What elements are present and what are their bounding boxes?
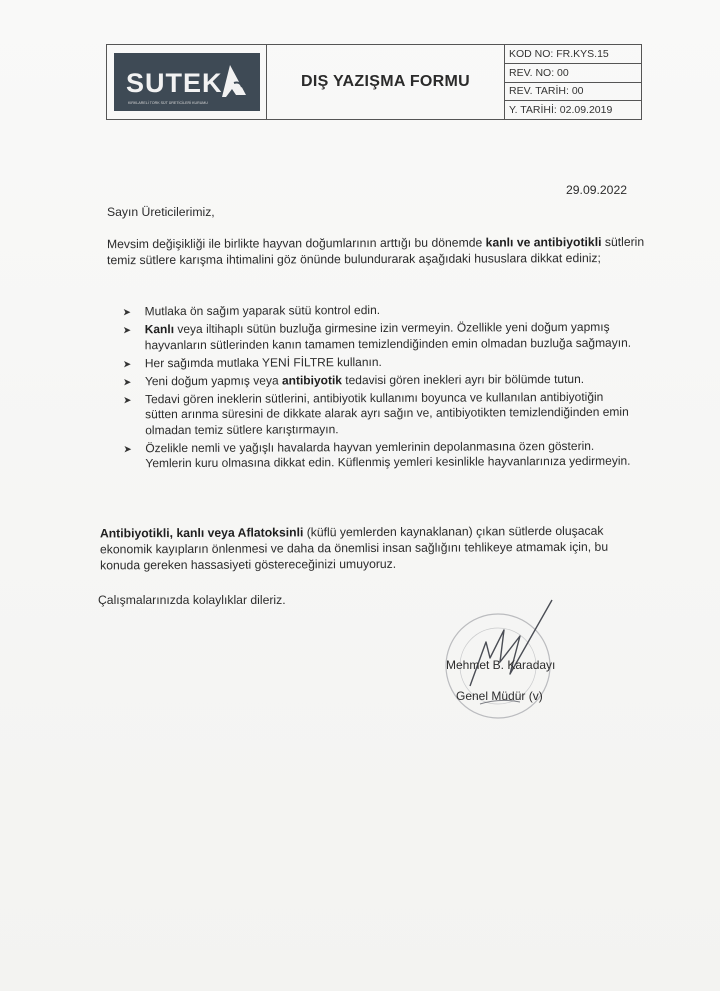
arrow-bullet-icon: ➤	[123, 443, 132, 455]
logo-cell	[107, 45, 267, 119]
meta-code: KOD NO: FR.KYS.15	[505, 45, 641, 64]
arrow-bullet-icon: ➤	[122, 376, 132, 388]
signatory-name: Mehmet B. Karadayı	[446, 658, 556, 672]
sutek-logo-graphic	[114, 53, 260, 111]
closing-text: (küflü yemlerden kaynaklanan) çıkan sütlerde oluşacak ekonomik kayıpların önlenmesi ve daha da önemlisi insan sağlığını tehlikeye atmamak için, bu konuda gereken hassasiyeti göstereceğinizi umuyoruz.	[99, 523, 609, 573]
list-item: ➤ Kanlı veya iltihaplı sütün buzluğa girmesine izin vermeyin. Özellikle yeni doğum yapmış hayvanların sütlerinden kanın tamamen temizlendiğinden emin olmadan buzluğa sağmayın.	[122, 319, 632, 352]
list-item: ➤ Her sağımda mutlaka YENİ FİLTRE kullanın.	[123, 353, 633, 371]
list-item: ➤ Tedavi gören ineklerin sütlerini, antibiyotik kullanımı boyunca ve kullanılan antibiyotiğin sütten arınma süresini de dikkate alarak ayrı sağın ve, antibiyotikten temizlendiğinden emin olmadan temiz sütlere karıştırmayın.	[123, 389, 629, 437]
handwritten-signature	[470, 600, 552, 686]
instruction-list	[123, 302, 634, 475]
form-header-table	[106, 44, 642, 120]
thanks-line: Çalışmalarınızda kolaylıklar dileriz.	[98, 593, 286, 607]
intro-text: Mevsim değişikliği ile birlikte hayvan doğumlarının arttığı bu dönemde	[106, 235, 486, 252]
arrow-bullet-icon: ➤	[122, 358, 132, 370]
list-item: ➤ Özelikle nemli ve yağışlı havalarda hayvan yemlerinin depolanmasına özen gösterin. Yemlerin kuru olmasına dikkat edin. Küflenmiş yemleri kesinlikle hayvanlarınıza yedirmeyin.	[123, 438, 631, 471]
intro-paragraph	[107, 234, 647, 268]
intro-text-2: sütlerin temiz sütlere karışma ihtimalini göz önünde bulundurarak aşağıdaki hususlara dikkat ediniz;	[107, 234, 645, 268]
form-meta	[505, 45, 641, 119]
sutek-logo	[114, 53, 260, 111]
greeting: Sayın Üreticilerimiz,	[107, 205, 215, 219]
list-item: ➤ Mutlaka ön sağım yaparak sütü kontrol edin.	[123, 302, 633, 320]
arrow-bullet-icon: ➤	[122, 307, 132, 319]
arrow-bullet-icon: ➤	[122, 325, 132, 337]
closing-bold: Antibiyotikli, kanlı veya Aflatoksinli	[99, 525, 304, 541]
meta-rev-date: REV. TARİH: 00	[505, 83, 641, 102]
title-cell	[267, 45, 505, 119]
closing-paragraph	[100, 523, 640, 574]
signatory-title: Genel Müdür (v)	[456, 689, 543, 703]
letter-date: 29.09.2022	[566, 183, 627, 197]
meta-rev-no: REV. NO: 00	[505, 64, 641, 83]
arrow-bullet-icon: ➤	[123, 394, 132, 406]
meta-publish-date: Y. TARİHİ: 02.09.2019	[509, 104, 613, 117]
list-item: ➤ Yeni doğum yapmış veya antibiyotik tedavisi gören inekleri ayrı bir bölümde tutun.	[123, 371, 633, 389]
logo-subtitle: KIRKLARELİ TORK SÜT ÜRETİCİLERİ KURUMU	[127, 101, 208, 105]
form-title: DIŞ YAZIŞMA FORMU	[301, 73, 470, 90]
intro-bold: kanlı ve antibiyotikli	[485, 235, 602, 250]
svg-text:SUTEK: SUTEK	[125, 68, 223, 98]
